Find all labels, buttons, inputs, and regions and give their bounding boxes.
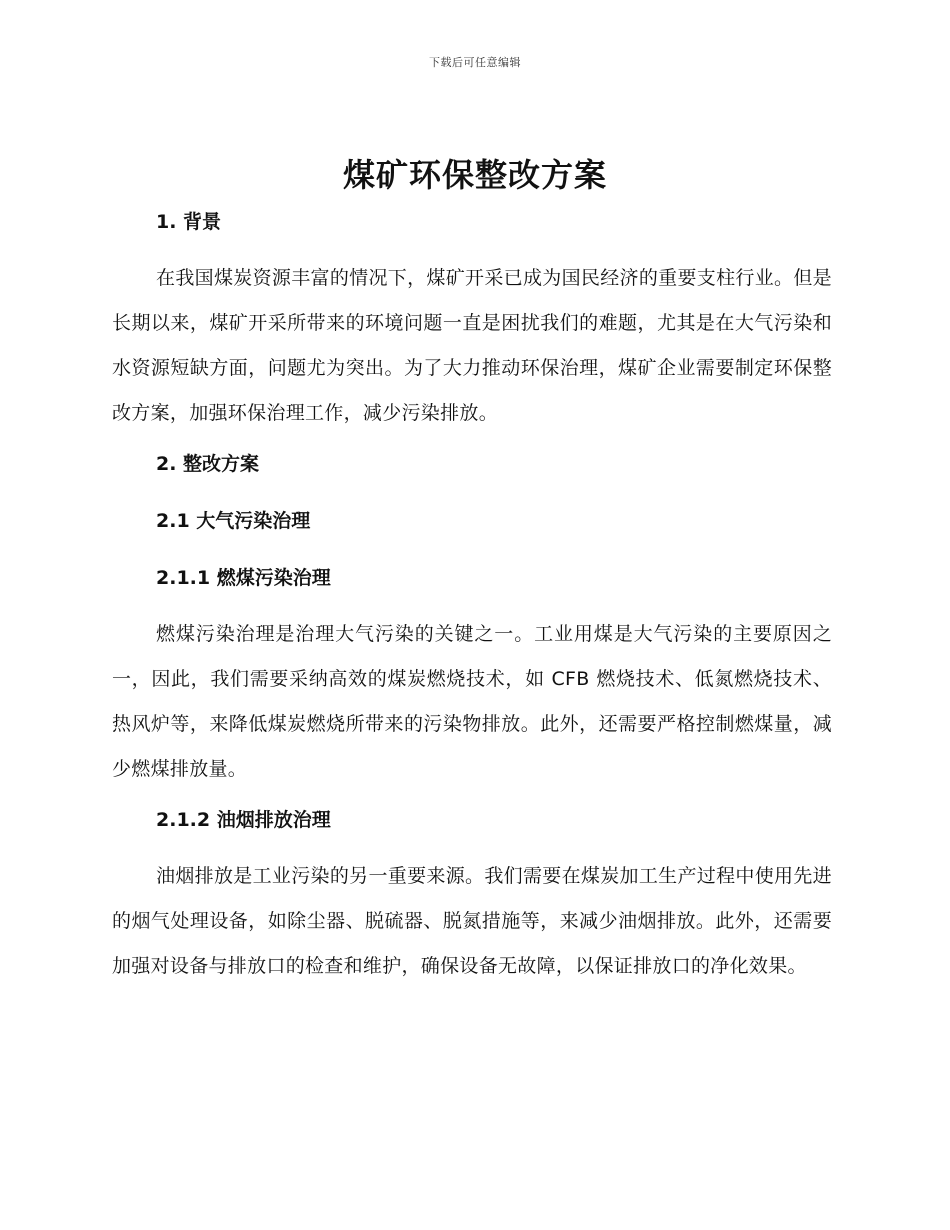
document-title: 煤矿环保整改方案 [342, 156, 607, 194]
section-heading-plan: 2. 整改方案 [156, 453, 260, 475]
section-heading-fume-emission: 2.1.2 油烟排放治理 [156, 809, 331, 831]
paragraph-background: 在我国煤炭资源丰富的情况下，煤矿开采已成为国民经济的重要支柱行业。但是长期以来，煤矿开采所带来的环境问题一直是困扰我们的难题，尤其是在大气污染和水资源短缺方面，问题尤为突出。为了大力推动环保治理，煤矿企业需要制定环保整改方案，加强环保治理工作，减少污染排放。 [112, 267, 832, 424]
header-note: 下载后可任意编辑 [429, 56, 521, 69]
section-heading-background: 1. 背景 [156, 211, 222, 233]
paragraph-coal-combustion: 燃煤污染治理是治理大气污染的关键之一。工业用煤是大气污染的主要原因之一，因此，我们需要采纳高效的煤炭燃烧技术，如 CFB 燃烧技术、低氮燃烧技术、热风炉等，来降低煤炭燃烧所带来的污染物排放。此外，还需要严格控制燃煤量，减少燃煤排放量。 [112, 623, 832, 780]
document-body [112, 207, 832, 989]
section-heading-coal-combustion: 2.1.1 燃煤污染治理 [156, 567, 331, 589]
section-heading-air-pollution: 2.1 大气污染治理 [156, 510, 311, 532]
paragraph-fume-emission: 油烟排放是工业污染的另一重要来源。我们需要在煤炭加工生产过程中使用先进的烟气处理设备，如除尘器、脱硫器、脱氮措施等，来减少油烟排放。此外，还需要加强对设备与排放口的检查和维护，确保设备无故障，以保证排放口的净化效果。 [112, 865, 832, 977]
